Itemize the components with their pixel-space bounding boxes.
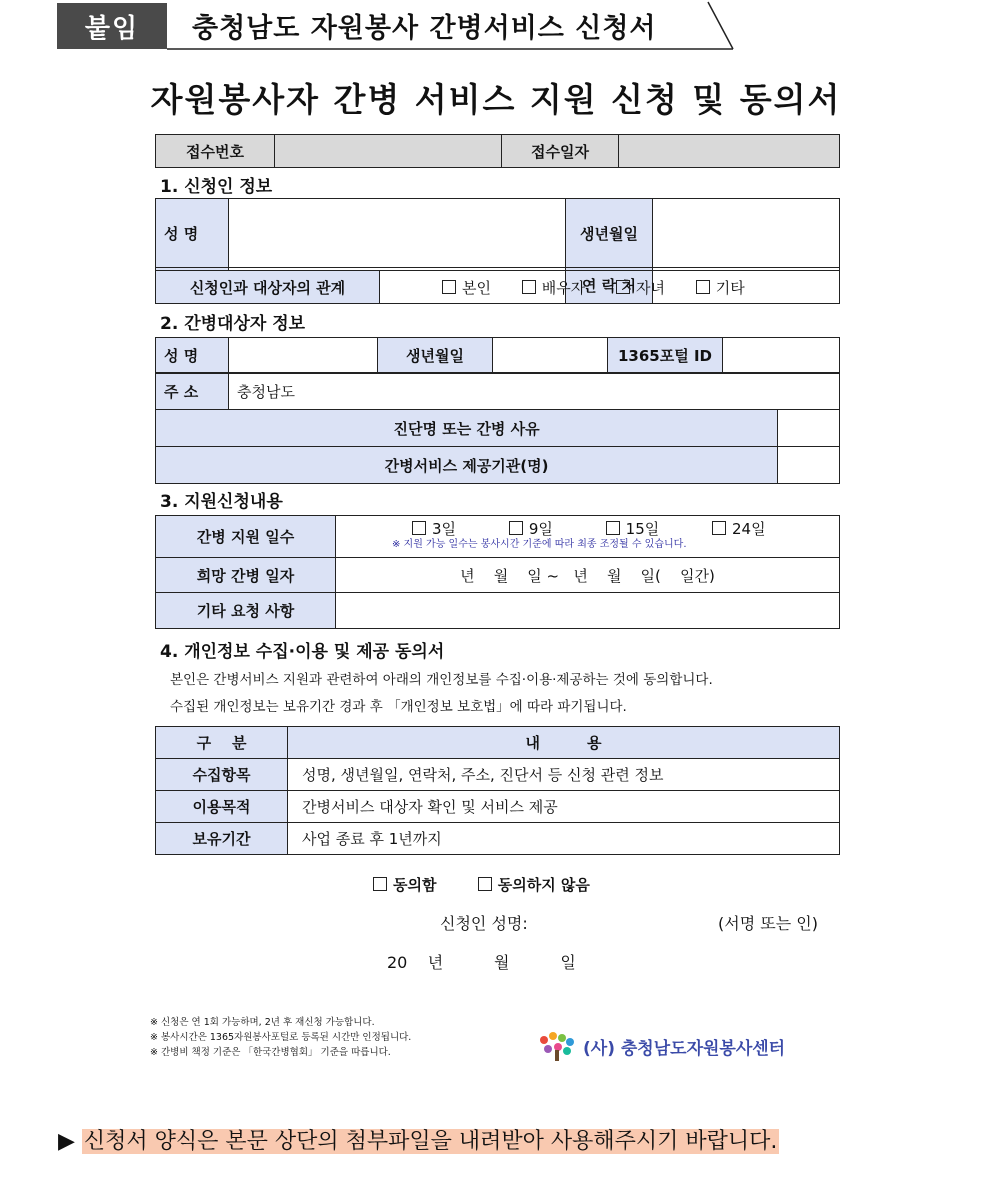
privacy-head-content: 내 용 — [288, 727, 840, 759]
support-days-cell — [336, 516, 840, 558]
footnote: ※ 봉사시간은 1365자원봉사포털로 등록된 시간만 인정됩니다. — [150, 1032, 412, 1043]
checkbox-icon — [442, 280, 456, 294]
days-24-option[interactable] — [712, 520, 766, 538]
signature-date[interactable]: 20 년 월 일 — [387, 953, 576, 972]
receipt-date-field[interactable] — [619, 135, 840, 168]
privacy-row-key: 수집항목 — [156, 759, 288, 791]
relation-other-option[interactable] — [696, 279, 745, 297]
option-label: 동의함 — [393, 876, 437, 894]
patient-table-rest — [155, 373, 840, 484]
receipt-table — [155, 134, 840, 168]
section2-title: 2. 간병대상자 정보 — [160, 314, 306, 334]
patient-name-field[interactable] — [229, 338, 378, 373]
checkbox-icon — [522, 280, 536, 294]
disagree-option[interactable] — [478, 876, 590, 894]
applicant-birth-field[interactable] — [653, 199, 840, 268]
option-label: 동의하지 않음 — [497, 876, 590, 894]
patient-address-label: 주 소 — [156, 374, 229, 410]
days-3-option[interactable] — [412, 520, 456, 538]
receipt-number-field[interactable] — [275, 135, 502, 168]
applicant-name-label: 성 명 — [156, 199, 229, 268]
days-9-option[interactable] — [509, 520, 553, 538]
days-15-option[interactable] — [606, 520, 660, 538]
footnotes — [150, 1015, 411, 1060]
patient-birth-label: 생년월일 — [378, 338, 493, 373]
applicant-name-field[interactable] — [229, 199, 566, 268]
support-table — [155, 515, 840, 629]
relation-table — [155, 270, 840, 304]
receipt-number-label: 접수번호 — [156, 135, 275, 168]
section4-title: 4. 개인정보 수집·이용 및 제공 동의서 — [160, 642, 445, 662]
support-days-label: 간병 지원 일수 — [156, 516, 336, 558]
checkbox-icon — [696, 280, 710, 294]
signature-mark[interactable]: (서명 또는 인) — [718, 914, 818, 933]
arrow-icon: ▶ — [58, 1129, 75, 1154]
section3-title: 3. 지원신청내용 — [160, 492, 283, 512]
checkbox-icon — [478, 877, 492, 891]
patient-table-row1 — [155, 337, 840, 373]
banner-title: 충청남도 자원봉사 간병서비스 신청서 — [192, 13, 657, 44]
privacy-row-value: 사업 종료 후 1년까지 — [288, 823, 840, 855]
etc-request-label: 기타 요청 사항 — [156, 593, 336, 629]
footnote: ※ 신청은 연 1회 가능하며, 2년 후 재신청 가능합니다. — [150, 1017, 375, 1028]
portal-id-field[interactable] — [723, 338, 840, 373]
option-label: 자녀 — [636, 278, 666, 297]
relation-self-option[interactable] — [442, 279, 491, 297]
document-title: 자원봉사자 간병 서비스 지원 신청 및 동의서 — [150, 80, 842, 119]
days-note: ※ 지원 가능 일수는 봉사시간 기준에 따라 최종 조정될 수 있습니다. — [392, 539, 687, 550]
option-label: 3일 — [432, 520, 457, 538]
option-label: 24일 — [732, 520, 766, 538]
agree-option[interactable] — [373, 876, 436, 894]
applicant-contact-label: 연 락 처 — [566, 268, 653, 304]
privacy-row-key: 보유기간 — [156, 823, 288, 855]
etc-request-field[interactable] — [336, 593, 840, 629]
diagnosis-field[interactable] — [778, 410, 840, 447]
consent-paragraph-1: 본인은 간병서비스 지원과 관련하여 아래의 개인정보를 수집·이용·제공하는 것에 동의합니다. — [170, 672, 713, 688]
instruction-text: 신청서 양식은 본문 상단의 첨부파일을 내려받아 사용해주시기 바랍니다. — [83, 1129, 778, 1154]
checkbox-icon — [412, 521, 426, 535]
applicant-birth-label: 생년월일 — [566, 199, 653, 268]
option-label: 기타 — [715, 278, 745, 297]
relation-spouse-option[interactable] — [522, 279, 585, 297]
option-label: 15일 — [625, 520, 660, 538]
privacy-row-value: 성명, 생년월일, 연락처, 주소, 진단서 등 신청 관련 정보 — [288, 759, 840, 791]
consent-options — [373, 874, 590, 895]
option-label: 9일 — [528, 520, 553, 538]
option-label: 본인 — [462, 278, 491, 297]
relation-child-option[interactable] — [616, 279, 665, 297]
desired-date-label: 희망 간병 일자 — [156, 558, 336, 593]
checkbox-icon — [616, 280, 630, 294]
relation-label: 신청인과 대상자의 관계 — [156, 271, 380, 304]
privacy-row-value: 간병서비스 대상자 확인 및 서비스 제공 — [288, 791, 840, 823]
provider-field[interactable] — [778, 447, 840, 484]
consent-paragraph-2: 수집된 개인정보는 보유기간 경과 후 「개인정보 보호법」에 따라 파기됩니다. — [170, 699, 627, 715]
provider-label: 간병서비스 제공기관(명) — [156, 447, 778, 484]
footnote: ※ 간병비 책정 기준은 「한국간병협회」 기준을 따릅니다. — [150, 1047, 391, 1058]
signature-label: 신청인 성명: — [440, 914, 528, 933]
checkbox-icon — [509, 521, 523, 535]
patient-birth-field[interactable] — [493, 338, 608, 373]
relation-options — [380, 271, 840, 304]
receipt-date-label: 접수일자 — [502, 135, 619, 168]
section1-title: 1. 신청인 정보 — [160, 177, 273, 197]
volunteer-center-logo-icon — [536, 1030, 580, 1062]
privacy-head-category: 구 분 — [156, 727, 288, 759]
portal-id-label: 1365포털 ID — [608, 338, 723, 373]
desired-date-field[interactable]: 년 월 일 ~ 년 월 일( 일간) — [336, 558, 840, 593]
bottom-instruction — [58, 1124, 779, 1155]
attachment-tag: 붙임 — [57, 3, 167, 49]
privacy-table — [155, 726, 840, 855]
checkbox-icon — [606, 521, 620, 535]
diagnosis-label: 진단명 또는 간병 사유 — [156, 410, 778, 447]
option-label: 배우자 — [541, 278, 586, 297]
patient-address-value[interactable]: 충청남도 — [229, 374, 840, 410]
checkbox-icon — [712, 521, 726, 535]
patient-name-label: 성 명 — [156, 338, 229, 373]
privacy-row-key: 이용목적 — [156, 791, 288, 823]
volunteer-center-logo-text: (사) 충청남도자원봉사센터 — [583, 1039, 786, 1059]
checkbox-icon — [373, 877, 387, 891]
